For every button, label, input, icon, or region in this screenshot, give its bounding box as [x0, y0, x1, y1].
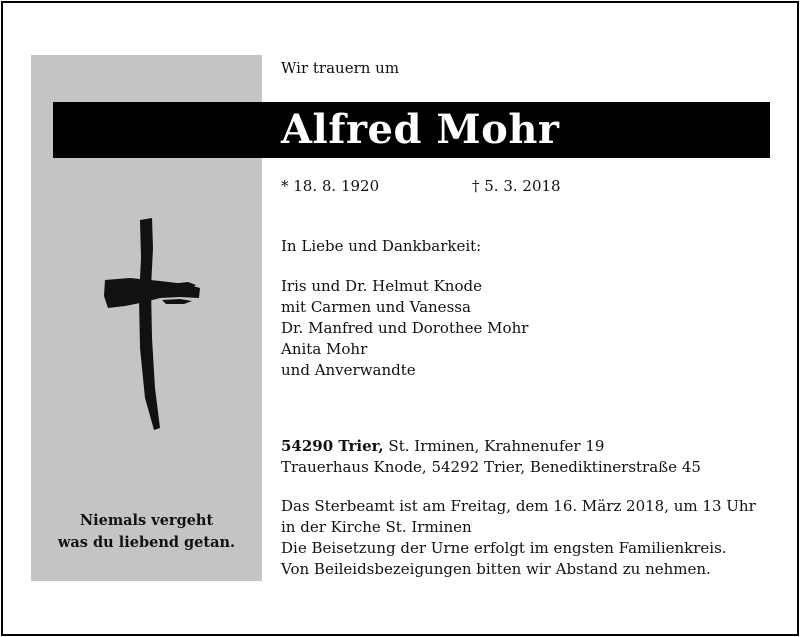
- address-street: St. Irminen, Krahnenufer 19: [383, 437, 605, 455]
- mourner-line: Dr. Manfred und Dorothee Mohr: [281, 319, 529, 337]
- mourners-list: [281, 276, 528, 381]
- mourner-line: Anita Mohr: [281, 340, 368, 358]
- address-city: 54290 Trier,: [281, 437, 384, 455]
- death-date: † 5. 3. 2018: [472, 177, 561, 195]
- mourner-line: Iris und Dr. Helmut Knode: [281, 277, 482, 295]
- mourner-line: und Anverwandte: [281, 361, 416, 379]
- thanks-heading: In Liebe und Dankbarkeit:: [281, 237, 482, 255]
- service-line: Das Sterbeamt ist am Freitag, dem 16. März 2018, um 13 Uhr: [281, 497, 756, 515]
- service-info: [281, 496, 756, 580]
- deceased-name: Alfred Mohr: [281, 106, 560, 153]
- birth-date: * 18. 8. 1920: [281, 177, 380, 195]
- address-block: [281, 436, 701, 478]
- motto-line: Niemals vergeht: [79, 512, 214, 529]
- motto: [31, 510, 262, 554]
- service-line: Von Beileidsbezeigungen bitten wir Abstand zu nehmen.: [281, 560, 711, 578]
- address-line-2: Trauerhaus Knode, 54292 Trier, Benediktinerstraße 45: [281, 458, 701, 476]
- address-line-1: [281, 436, 701, 457]
- service-line: in der Kirche St. Irminen: [281, 518, 472, 536]
- intro-text: Wir trauern um: [281, 59, 400, 77]
- cross-icon: [100, 218, 206, 432]
- motto-line: was du liebend getan.: [57, 534, 236, 551]
- service-line: Die Beisetzung der Urne erfolgt im engsten Familienkreis.: [281, 539, 727, 557]
- mourner-line: mit Carmen und Vanessa: [281, 298, 471, 316]
